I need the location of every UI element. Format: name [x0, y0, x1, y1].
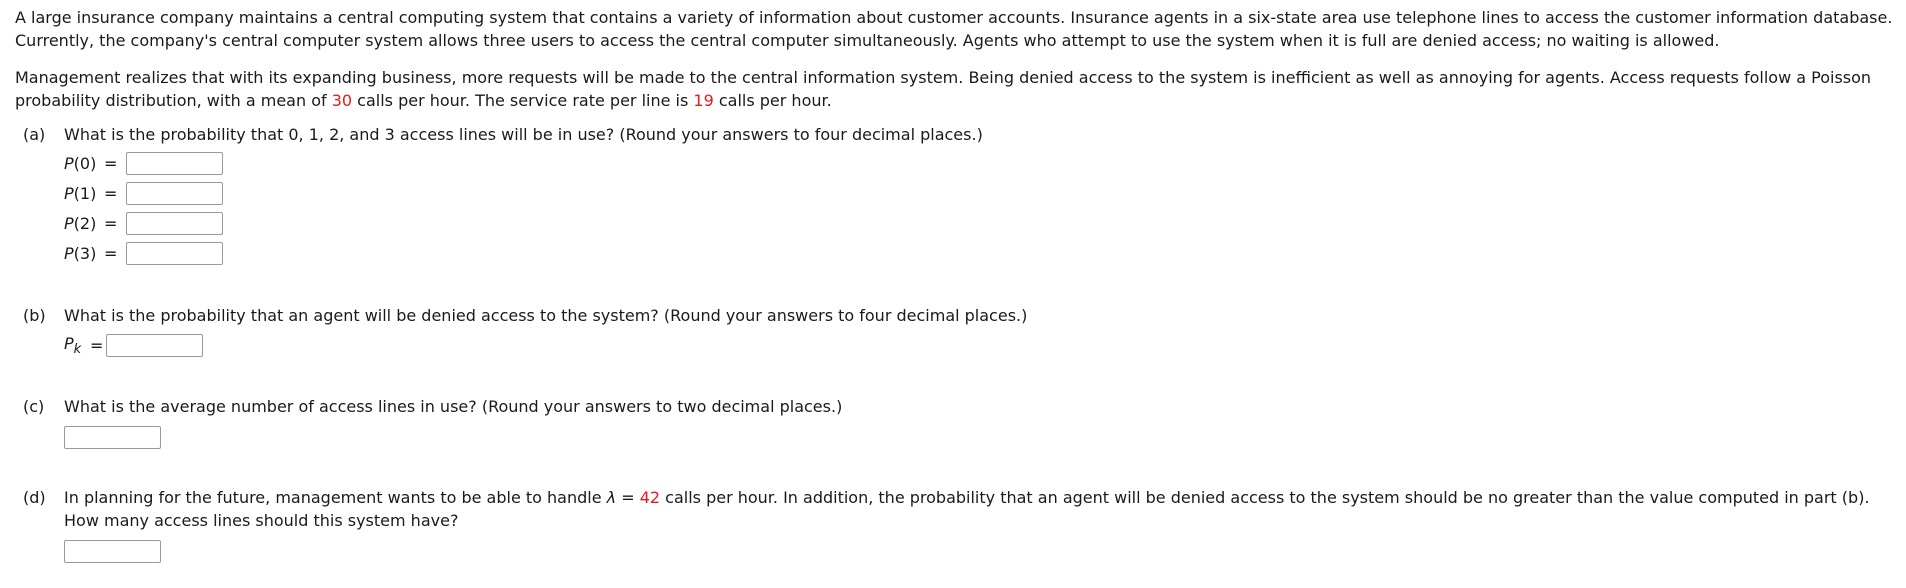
intro-text-1: A large insurance company maintains a central computing system that contains a variety of information about customer accounts. Insurance agents in a six-state area use telephone lines to access the customer information database. Currently, the company's central computer system allows three users to access the central computer simultaneously. Agents who attempt to use the system when it is full are denied access; no waiting is allowed.: [15, 8, 1893, 50]
p1-equals: =: [104, 183, 118, 203]
part-d-text-a: In planning for the future, management wants to be able to handle: [64, 488, 607, 507]
part-c-question: What is the average number of access lines in use? (Round your answers to two decimal places.): [64, 397, 843, 416]
p2-input[interactable]: [126, 212, 223, 235]
avg-lines-input[interactable]: [64, 426, 161, 449]
p0-equals: =: [104, 153, 118, 173]
p2-row: [64, 208, 1895, 238]
pk-input[interactable]: [106, 334, 203, 357]
part-b-label: (b): [23, 306, 46, 325]
p1-label: P(1): [64, 183, 97, 203]
lines-needed-input[interactable]: [64, 540, 161, 563]
p1-input[interactable]: [126, 182, 223, 205]
p2-label: P(2): [64, 213, 97, 233]
p3-row: [64, 238, 1895, 268]
p3-label: P(3): [64, 243, 97, 263]
pk-equals: =: [90, 335, 104, 355]
p2-equals: =: [104, 213, 118, 233]
p0-row: [64, 148, 1895, 178]
part-c-label: (c): [23, 397, 45, 416]
intro-paragraph-1: [15, 6, 1895, 52]
p3-input[interactable]: [126, 242, 223, 265]
part-d-question: [64, 486, 1895, 532]
pk-label: $P_k$: [64, 333, 82, 357]
p0-label: P(0): [64, 153, 97, 173]
intro-paragraph-2: [15, 66, 1895, 112]
part-a: [23, 123, 1895, 268]
part-d-text-b: calls per hour. In addition, the probability that an agent will be denied access to the system should be no greater than the value computed in part (b). How many access lines should this system have?: [64, 488, 1870, 530]
intro-text-2a: Management realizes that with its expanding business, more requests will be made to the central information system. Being denied access to the system is inefficient as well as annoying for agents. Access requests follow a Poisson probability distribution, with a mean of: [15, 68, 1872, 110]
part-d: [23, 486, 1895, 566]
part-d-label: (d): [23, 488, 46, 507]
p3-equals: =: [104, 243, 118, 263]
lambda-equals: =: [616, 488, 640, 507]
part-a-question: What is the probability that 0, 1, 2, and 3 access lines will be in use? (Round your answers to four decimal places.): [64, 125, 983, 144]
service-rate-value: 19: [693, 91, 714, 110]
part-a-label: (a): [23, 125, 46, 144]
p0-input[interactable]: [126, 152, 223, 175]
intro-text-2b: calls per hour. The service rate per line is: [352, 91, 694, 110]
lambda-value: 42: [639, 488, 661, 507]
mean-value: 30: [331, 91, 353, 110]
part-b-question: What is the probability that an agent will be denied access to the system? (Round your answers to four decimal places.): [64, 306, 1028, 325]
lambda-symbol: λ: [606, 488, 617, 507]
pk-row: [64, 330, 1895, 360]
part-c: [23, 395, 1895, 452]
avg-lines-row: [64, 422, 1895, 452]
p1-row: [64, 178, 1895, 208]
lines-needed-row: [64, 536, 1895, 566]
intro-text-2c: calls per hour.: [713, 91, 832, 110]
problem-page: [15, 6, 1895, 566]
part-b: [23, 304, 1895, 360]
